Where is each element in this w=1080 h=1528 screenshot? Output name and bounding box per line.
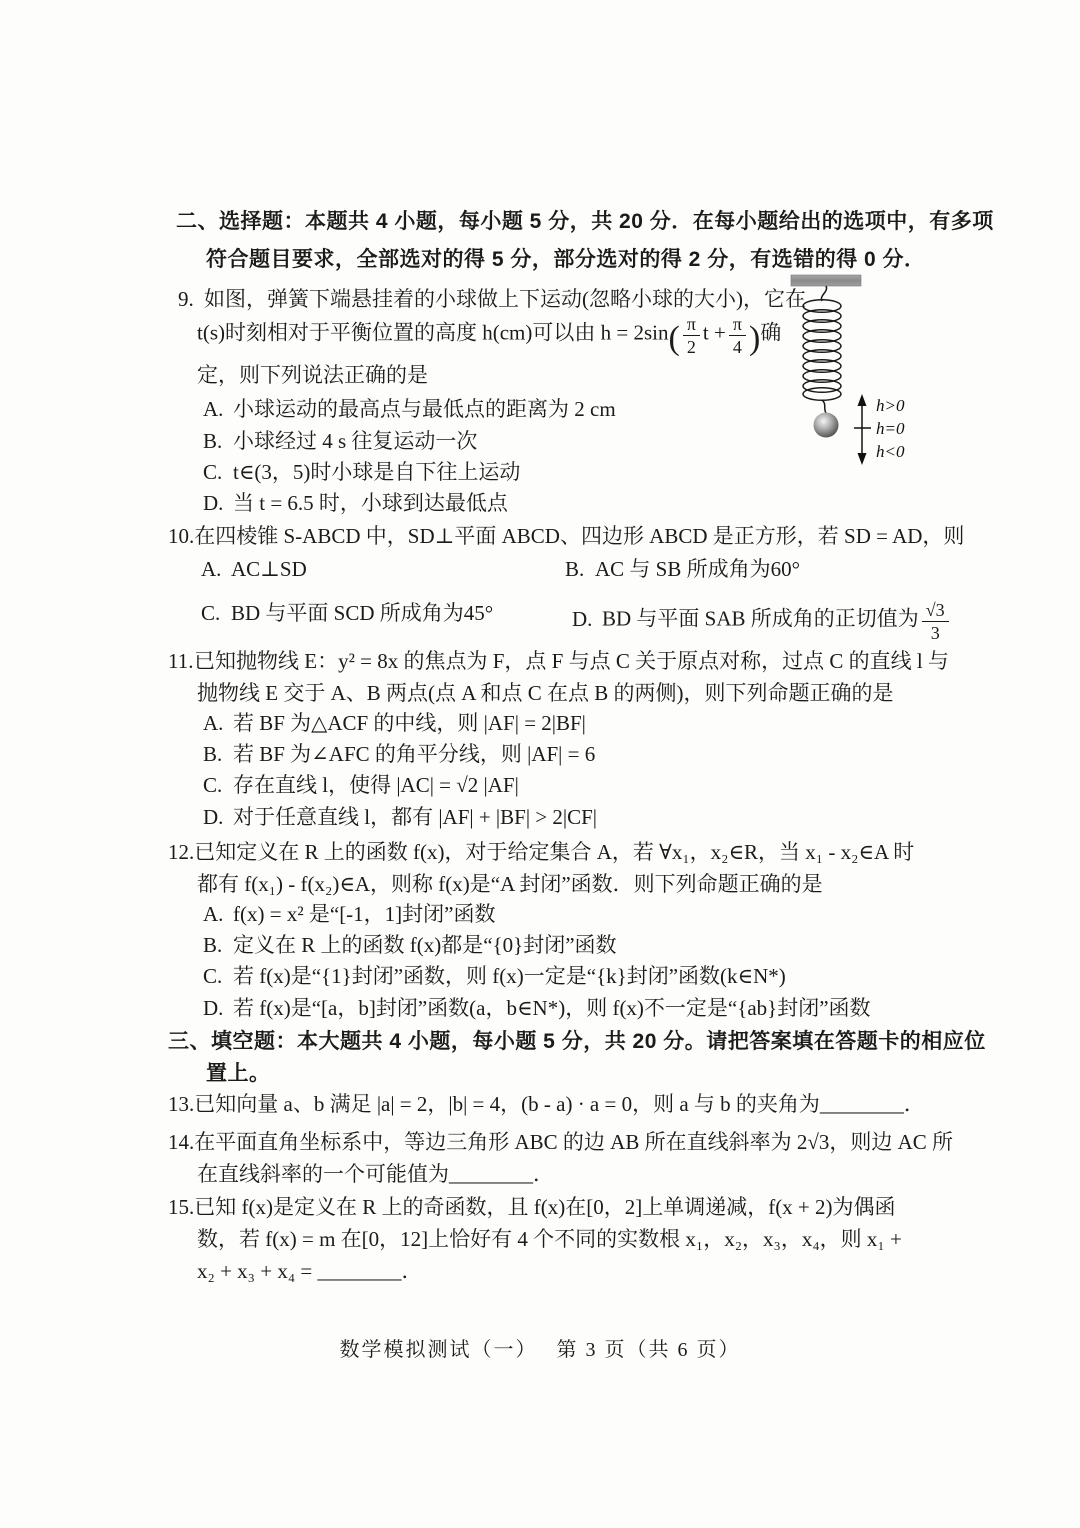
q12-option-c-label: C. [203, 964, 223, 988]
q12-option-b-label: B. [203, 933, 223, 957]
spring-figure [783, 272, 968, 477]
q9-option-b: B. 小球经过 4 s 往复运动一次 [203, 428, 477, 455]
q11-stem-line1: 11.已知抛物线 E：y² = 8x 的焦点为 F，点 F 与点 C 关于原点对称，过点 C 的直线 l 与 [168, 648, 949, 675]
q11-option-a: A. 若 BF 为△ACF 的中线，则 |AF| = 2|BF| [203, 710, 586, 737]
q9-stem-line3: 定，则下列说法正确的是 [197, 363, 428, 387]
q10-option-c-label: C. [201, 601, 221, 625]
q9-stem-line1 [178, 286, 806, 313]
section-choice-heading-line1: 二、选择题：本题共 4 小题，每小题 5 分，共 20 分．在每小题给出的选项中，有多项 [176, 210, 994, 233]
ceiling-bar [791, 275, 861, 286]
q12-option-d-label: D. [203, 996, 224, 1020]
q13-stem: 13.已知向量 a、b 满足 |a| = 2，|b| = 4，(b - a) · a = 0，则 a 与 b 的夹角为________． [168, 1091, 925, 1118]
q12-option-a-label: A. [203, 902, 224, 926]
h-negative-label: h<0 [876, 442, 905, 461]
q10-number: 10. [168, 524, 195, 548]
spring-bottom-wire [822, 400, 826, 413]
q12-option-c: C. 若 f(x)是“{1}封闭”函数，则 f(x)一定是“{k}封闭”函数(k∈N*) [203, 963, 786, 990]
q11-option-d-label: D. [203, 805, 224, 829]
q10-option-a: A. AC⊥SD [201, 556, 307, 583]
q14-number: 14. [168, 1130, 195, 1154]
q9-formula-mid: t + [702, 320, 726, 345]
q11-option-c-label: C. [203, 773, 223, 797]
q12-stem-line1: 12.已知定义在 R 上的函数 f(x)，对于给定集合 A，若 ∀x₁，x₂∈R，当 x₁ - x₂∈A 时 [168, 839, 914, 866]
h-zero-label: h=0 [876, 419, 905, 438]
spring-coil [803, 300, 841, 401]
q10-option-b-label: B. [565, 557, 585, 581]
q11-option-b: B. 若 BF 为∠AFC 的角平分线，则 |AF| = 6 [203, 741, 595, 768]
q9-option-b-label: B. [203, 429, 223, 453]
q15-stem-line2: 数，若 f(x) = m 在[0，12]上恰好有 4 个不同的实数根 x₁，x₂，x₃，x₄，则 x₁ + [197, 1227, 902, 1251]
open-paren: ( [668, 320, 680, 358]
direction-arrow [854, 394, 871, 465]
q9-option-d: D. 当 t = 6.5 时，小球到达最低点 [203, 490, 508, 517]
q15-number: 15. [168, 1195, 195, 1219]
q15-stem-line1: 15.已知 f(x)是定义在 R 上的奇函数，且 f(x)在[0，2]上单调递减，f(x + 2)为偶函 [168, 1194, 896, 1221]
q9-formula-post: 确 [760, 320, 782, 345]
q11-number: 11. [168, 649, 194, 673]
section-blank-heading-line2: 置上。 [206, 1062, 271, 1085]
q9-number: 9. [178, 287, 194, 311]
q9-stem-line2 [197, 314, 781, 361]
q11-option-b-label: B. [203, 742, 223, 766]
section-choice-heading-line2: 符合题目要求，全部选对的得 5 分，部分选对的得 2 分，有选错的得 0 分． [206, 248, 926, 271]
q11-stem-line2: 抛物线 E 交于 A、B 两点(点 A 和点 C 在点 B 的两侧)，则下列命题正确的是 [197, 681, 894, 705]
fraction-sqrt3-over-3: $\frac{√3}{3}$ [922, 600, 949, 643]
q13-number: 13. [168, 1092, 195, 1116]
q9-option-a-label: A. [203, 397, 224, 421]
fraction-pi-over-2: $\frac{\pi}{2}$ [683, 314, 700, 357]
q10-option-d: D. BD 与平面 SAB 所成角的正切值为 $\frac{√3}{3}$ [572, 600, 952, 643]
q11-option-d: D. 对于任意直线 l，都有 |AF| + |BF| > 2|CF| [203, 804, 597, 831]
q10-option-a-label: A. [201, 557, 222, 581]
q9-option-c-label: C. [203, 460, 223, 484]
q9-stem-line1-text: 如图，弹簧下端悬挂着的小球做上下运动(忽略小球的大小)，它在 [204, 287, 806, 311]
q12-stem-line2: 都有 f(x₁) - f(x₂)∈A，则称 f(x)是“A 封闭”函数．则下列命题正确的是 [197, 872, 823, 896]
q10-option-b: B. AC 与 SB 所成角为60° [565, 556, 800, 583]
q10-stem: 10.在四棱锥 S-ABCD 中，SD⊥平面 ABCD、四边形 ABCD 是正方形，若 SD = AD，则 [168, 523, 964, 550]
q12-option-d: D. 若 f(x)是“[a，b]封闭”函数(a，b∈N*)，则 f(x)不一定是“{ab}封闭”函数 [203, 995, 871, 1022]
h-positive-label: h>0 [876, 396, 905, 415]
page-footer: 数学模拟测试（一） 第 3 页（共 6 页） [339, 1339, 741, 1361]
q15-stem-line3: x₂ + x₃ + x₄ = ________． [197, 1259, 423, 1283]
q12-option-a: A. f(x) = x² 是“[-1，1]封闭”函数 [203, 901, 496, 928]
q14-stem-line2: 在直线斜率的一个可能值为________． [197, 1162, 554, 1186]
ball [814, 413, 839, 438]
q11-option-c: C. 存在直线 l，使得 |AC| = √2 |AF| [203, 772, 519, 799]
arrow-down-icon [858, 453, 867, 465]
q10-option-c: C. BD 与平面 SCD 所成角为45° [201, 600, 493, 627]
q9-formula-pre: t(s)时刻相对于平衡位置的高度 h(cm)可以由 h = 2sin [197, 320, 669, 345]
section-blank-heading-line1: 三、填空题：本大题共 4 小题，每小题 5 分，共 20 分。请把答案填在答题卡的相应位 [168, 1030, 986, 1053]
q12-number: 12. [168, 840, 195, 864]
spring-top-wire [821, 286, 826, 301]
q10-option-d-label: D. [572, 606, 593, 631]
q9-option-a: A. 小球运动的最高点与最低点的距离为 2 cm [203, 396, 616, 423]
q11-option-a-label: A. [203, 711, 224, 735]
q9-option-c: C. t∈(3，5)时小球是自下往上运动 [203, 459, 520, 486]
fraction-pi-over-4: $\frac{\pi}{4}$ [729, 314, 746, 357]
q14-stem-line1: 14.在平面直角坐标系中，等边三角形 ABC 的边 AB 所在直线斜率为 2√3，则边 AC 所 [168, 1129, 953, 1156]
arrow-up-icon [858, 394, 867, 406]
close-paren: ) [748, 320, 761, 358]
q12-option-b: B. 定义在 R 上的函数 f(x)都是“{0}封闭”函数 [203, 932, 617, 959]
q9-option-d-label: D. [203, 491, 224, 515]
